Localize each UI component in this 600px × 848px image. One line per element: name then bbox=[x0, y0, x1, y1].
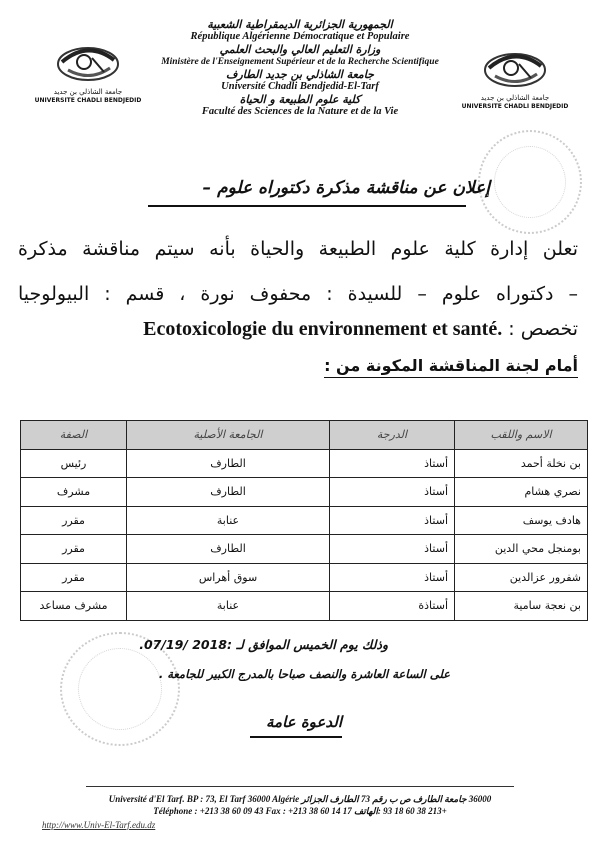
cell-role: مشرف مساعد bbox=[21, 592, 127, 621]
specialty-value: Ecotoxicologie du environnement et santé. bbox=[143, 318, 503, 340]
announcement-line-1: تعلن إدارة كلية علوم الطبيعة والحياة بأنه سيتم مناقشة مذكرة bbox=[18, 238, 578, 260]
university-emblem-icon bbox=[48, 38, 128, 88]
logo-arabic-text: جامعة الشاذلي بن جديد bbox=[480, 94, 550, 102]
logo-arabic-text: جامعة الشاذلي بن جديد bbox=[53, 88, 123, 96]
header-faculty-arabic: كلية علوم الطبيعة و الحياة bbox=[239, 93, 361, 106]
footer-phone-arabic: +213 38 60 18 93 :الهاتف bbox=[353, 806, 447, 816]
cell-name: نصري هشام bbox=[455, 478, 588, 507]
cell-role: مقرر bbox=[21, 535, 127, 564]
table-row bbox=[21, 506, 588, 535]
header-ministry-french: Ministère de l'Enseignement Supérieur et de la Recherche Scientifique bbox=[161, 57, 439, 67]
cell-university: الطارف bbox=[127, 478, 330, 507]
university-website-link[interactable]: http://www.Univ-El-Tarf.edu.dz bbox=[42, 820, 156, 830]
header-republic-arabic: الجمهورية الجزائرية الديمقراطية الشعبية bbox=[207, 18, 393, 31]
cell-name: بن نعجة سامية bbox=[455, 592, 588, 621]
cell-university: عنابة bbox=[127, 506, 330, 535]
cell-role: مشرف bbox=[21, 478, 127, 507]
header-university-arabic: جامعة الشاذلي بن جديد الطارف bbox=[226, 68, 374, 81]
cell-role: مقرر bbox=[21, 506, 127, 535]
jury-table bbox=[20, 420, 588, 621]
cell-role: مقرر bbox=[21, 563, 127, 592]
public-invitation: الدعوة عامة bbox=[266, 713, 342, 731]
committee-intro: أمام لجنة المناقشة المكونة من : bbox=[324, 356, 578, 378]
cell-degree: أستاذ bbox=[330, 506, 455, 535]
footer-address-arabic: 36000 جامعة الطارف ص ب رقم 73 الطارف الجزائر bbox=[301, 794, 492, 804]
logo-french-text: UNIVERSITE CHADLI BENDJEDID bbox=[34, 97, 142, 104]
footer-contact bbox=[80, 806, 520, 817]
title-underline bbox=[148, 205, 466, 207]
invitation-underline bbox=[250, 736, 342, 738]
cell-university: الطارف bbox=[127, 535, 330, 564]
footer-phone-french: Téléphone : +213 38 60 09 43 Fax : +213 38 60 14 17 bbox=[153, 806, 352, 816]
table-row bbox=[21, 478, 588, 507]
defense-date: وذلك يوم الخميس الموافق لـ :2018 /07/19. bbox=[139, 637, 388, 652]
cell-degree: أستاذة bbox=[330, 592, 455, 621]
specialty-label: تخصص : bbox=[508, 318, 578, 340]
specialty-line bbox=[18, 318, 578, 341]
header-university: الجامعة الأصلية bbox=[127, 421, 330, 450]
header-name: الاسم واللقب bbox=[455, 421, 588, 450]
cell-role: رئيس bbox=[21, 449, 127, 478]
header-degree: الدرجة bbox=[330, 421, 455, 450]
cell-university: عنابة bbox=[127, 592, 330, 621]
announcement-line-2: – دكتوراه علوم – للسيدة : محفوف نورة ، قسم : البيولوجيا bbox=[18, 283, 578, 305]
university-emblem-icon bbox=[475, 44, 555, 94]
table-header-row bbox=[21, 421, 588, 450]
cell-university: سوق أهراس bbox=[127, 563, 330, 592]
table-row bbox=[21, 563, 588, 592]
cell-name: بومنجل محي الدين bbox=[455, 535, 588, 564]
cell-name: شفرور عزالدين bbox=[455, 563, 588, 592]
announcement-title: إعلان عن مناقشة مذكرة دكتوراه علوم – bbox=[202, 178, 490, 198]
table-row bbox=[21, 449, 588, 478]
header-republic-french: République Algérienne Démocratique et Populaire bbox=[190, 31, 410, 42]
cell-name: هادف يوسف bbox=[455, 506, 588, 535]
header-university-french: Université Chadli Bendjedid-El-Tarf bbox=[221, 81, 379, 92]
header-role: الصفة bbox=[21, 421, 127, 450]
university-logo-left bbox=[28, 38, 148, 105]
defense-time-location: على الساعة العاشرة والنصف صباحا بالمدرج الكبير للجامعة . bbox=[158, 667, 450, 681]
footer-address-french: Université d'El Tarf. BP : 73, El Tarf 36000 Algérie bbox=[108, 794, 300, 804]
cell-university: الطارف bbox=[127, 449, 330, 478]
cell-degree: أستاذ bbox=[330, 449, 455, 478]
university-logo-right bbox=[455, 44, 575, 111]
institution-header bbox=[150, 18, 450, 118]
header-faculty-french: Faculté des Sciences de la Nature et de la Vie bbox=[201, 106, 399, 117]
table-row bbox=[21, 535, 588, 564]
cell-degree: أستاذ bbox=[330, 563, 455, 592]
cell-degree: أستاذ bbox=[330, 478, 455, 507]
header-ministry-arabic: وزارة التعليم العالي والبحث العلمي bbox=[219, 43, 381, 56]
footer-address bbox=[80, 794, 520, 805]
official-stamp-top bbox=[478, 130, 582, 234]
footer-divider bbox=[86, 786, 514, 787]
logo-french-text: UNIVERSITE CHADLI BENDJEDID bbox=[461, 103, 569, 110]
cell-name: بن نخلة أحمد bbox=[455, 449, 588, 478]
cell-degree: أستاذ bbox=[330, 535, 455, 564]
table-row bbox=[21, 592, 588, 621]
